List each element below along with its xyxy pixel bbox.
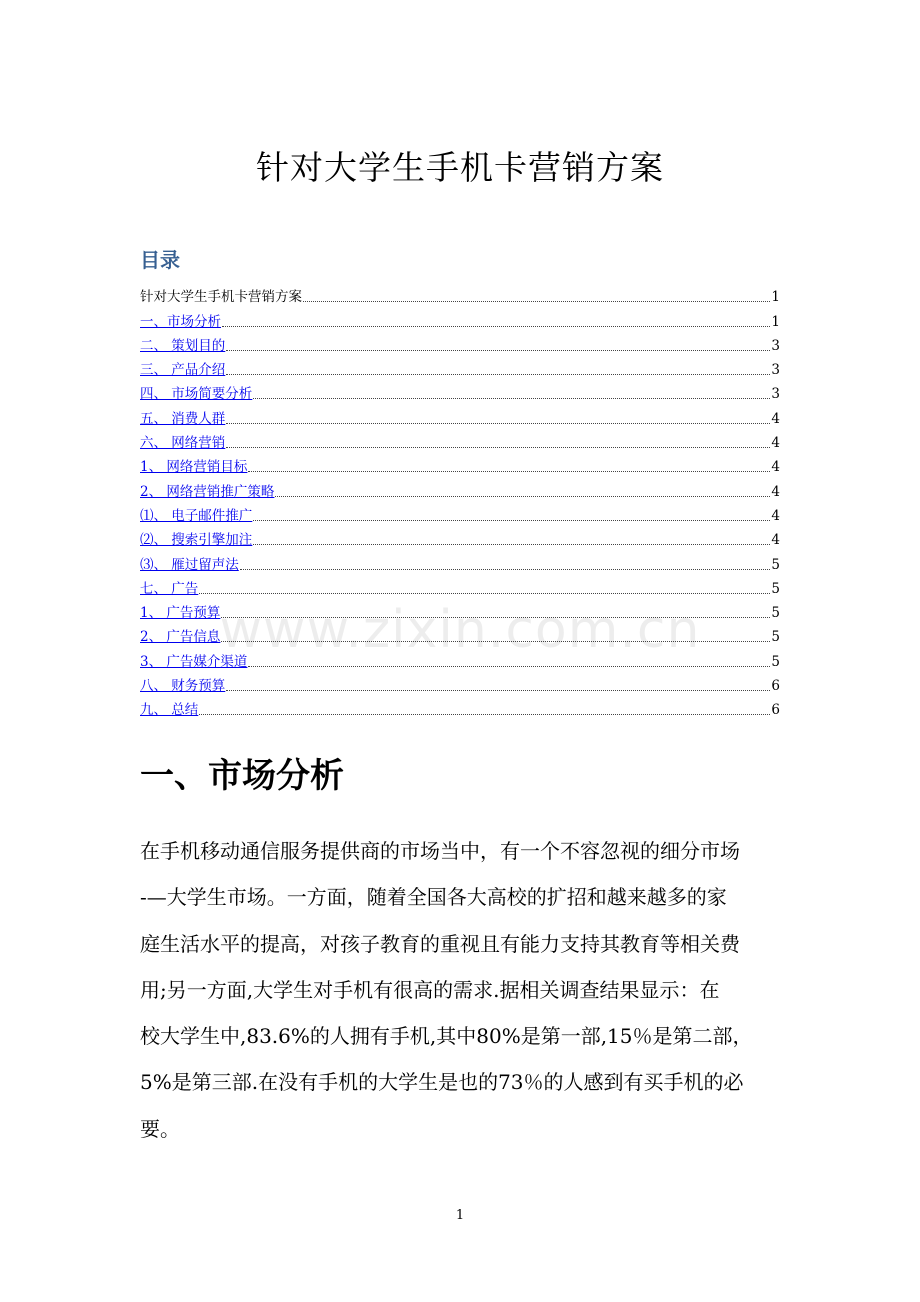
toc-entry-label[interactable]: 八、 财务预算 [140, 678, 226, 695]
toc-leader-dots [253, 543, 770, 545]
toc-entry-page: 4 [771, 483, 780, 500]
toc-entry-page: 4 [771, 507, 780, 524]
toc-leader-dots [226, 446, 770, 448]
toc-entry[interactable] [140, 306, 780, 330]
toc-entry-label[interactable]: 一、市场分析 [140, 313, 221, 330]
document-title: 针对大学生手机卡营销方案 [256, 148, 664, 187]
section-heading: 一、市场分析 [140, 756, 344, 796]
toc-entry[interactable] [140, 403, 780, 427]
toc-entry-page: 5 [771, 653, 780, 670]
toc-leader-dots [240, 568, 771, 570]
toc-entry-page: 6 [771, 702, 780, 719]
toc-leader-dots [199, 592, 770, 594]
paragraph-line: -—大学生市场。一方面，随着全国各大高校的扩招和越来越多的家 [140, 885, 727, 910]
toc-entry[interactable] [140, 574, 780, 598]
toc-entry-label[interactable]: 二、 策划目的 [140, 337, 226, 354]
toc-leader-dots [226, 373, 770, 375]
toc-entry-label[interactable]: 六、 网络营销 [140, 435, 226, 452]
paragraph-line: 在手机移动通信服务提供商的市场当中，有一个不容忽视的细分市场 [140, 839, 740, 863]
toc-heading: 目录 [140, 248, 180, 272]
toc-entry[interactable] [140, 671, 780, 695]
toc-entry-label[interactable]: 七、 广告 [140, 580, 199, 597]
toc-entry-label[interactable]: ⑵、 搜索引擎加注 [140, 532, 253, 549]
toc-leader-dots [248, 470, 770, 472]
toc-leader-dots [222, 325, 770, 327]
toc-leader-dots [248, 665, 770, 667]
toc-entry-label[interactable]: 九、 总结 [140, 702, 199, 719]
toc-entry-label[interactable]: 2、 网络营销推广策略 [140, 483, 275, 500]
paragraph-line: 校大学生中,83.6%的人拥有手机,其中80%是第一部,15％是第二部， [140, 1024, 753, 1049]
paragraph-line: 庭生活水平的提高，对孩子教育的重视且有能力支持其教育等相关费 [140, 931, 740, 956]
toc-entry-page: 4 [771, 410, 780, 427]
toc-entry-label[interactable]: 1、 网络营销目标 [140, 459, 248, 476]
toc-leader-dots [199, 713, 770, 715]
toc-entry[interactable] [140, 331, 780, 355]
toc-leader-dots [226, 349, 770, 351]
toc-entry-label: 针对大学生手机卡营销方案 [140, 289, 302, 306]
toc-entry-label[interactable]: 五、 消费人群 [140, 410, 226, 427]
toc-entry[interactable] [140, 525, 780, 549]
toc-leader-dots [253, 519, 770, 521]
toc-entry-page: 1 [771, 289, 780, 306]
toc-entry-label[interactable]: 三、 产品介绍 [140, 362, 226, 379]
toc-entry-page: 4 [771, 435, 780, 452]
toc-entry-label[interactable]: 四、 市场简要分析 [140, 386, 253, 403]
toc-entry-label[interactable]: ⑴、 电子邮件推广 [140, 507, 253, 524]
toc-entry[interactable] [140, 476, 780, 500]
toc-entry-label[interactable]: 3、 广告媒介渠道 [140, 653, 248, 670]
toc-entry-page: 3 [771, 362, 780, 379]
paragraph-line: 用;另一方面,大学生对手机有很高的需求.据相关调查结果显示：在 [140, 977, 720, 1002]
toc-entry[interactable] [140, 379, 780, 403]
toc-leader-dots [253, 397, 770, 399]
toc-leader-dots [275, 495, 770, 497]
toc-entry-page: 5 [771, 580, 780, 597]
toc-entry [140, 282, 780, 306]
paragraph-line: 5%是第三部.在没有手机的大学生是也的73％的人感到有买手机的必 [140, 1070, 744, 1095]
section-body [140, 828, 782, 1152]
page-number: 1 [455, 1208, 465, 1223]
watermark: www.zixin.com.cn [219, 600, 701, 660]
toc-entry-page: 3 [771, 386, 780, 403]
toc-entry-label[interactable]: 2、 广告信息 [140, 629, 221, 646]
toc-entry-label[interactable]: ⑶、 雁过留声法 [140, 556, 239, 573]
toc-entry[interactable] [140, 428, 780, 452]
toc-entry-page: 5 [771, 605, 780, 622]
toc-entry-page: 3 [771, 337, 780, 354]
toc-entry-page: 5 [771, 629, 780, 646]
toc-entry-page: 4 [771, 459, 780, 476]
toc-entry[interactable] [140, 695, 780, 719]
toc-entry[interactable] [140, 355, 780, 379]
toc-entry[interactable] [140, 501, 780, 525]
toc-leader-dots [303, 300, 770, 302]
toc-entry-page: 6 [771, 678, 780, 695]
toc-entry-page: 5 [771, 556, 780, 573]
toc-entry[interactable] [140, 452, 780, 476]
paragraph-line: 要。 [140, 1116, 180, 1141]
toc-entry-page: 1 [771, 313, 780, 330]
toc-leader-dots [226, 422, 770, 424]
toc-entry[interactable] [140, 549, 780, 573]
toc-entry-page: 4 [771, 532, 780, 549]
toc-leader-dots [226, 689, 770, 691]
toc-entry-label[interactable]: 1、 广告预算 [140, 605, 221, 622]
